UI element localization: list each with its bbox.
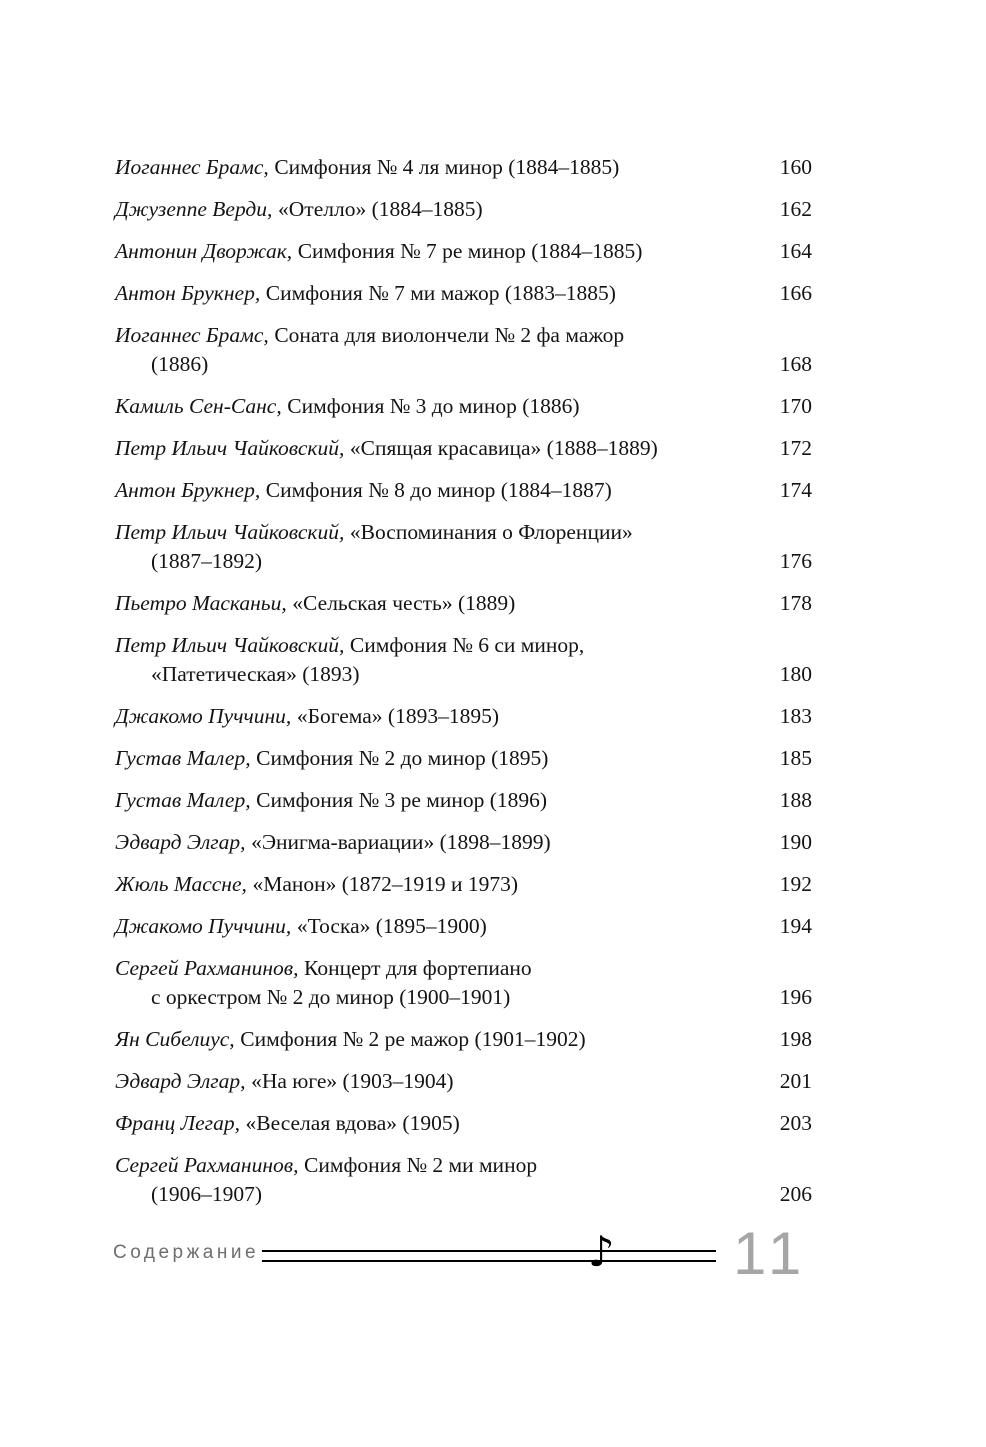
entry-title — [115, 589, 515, 618]
entry-work: «На юге» (1903–1904) — [251, 1069, 454, 1093]
entry-composer: Ян Сибелиус, — [115, 1027, 235, 1051]
entry-work: Симфония № 2 до минор (1895) — [256, 746, 549, 770]
entry-composer: Петр Ильич Чайковский, — [115, 520, 345, 544]
toc-entry — [115, 476, 812, 505]
entry-line1 — [115, 1025, 586, 1054]
toc-entry — [115, 912, 812, 941]
entry-title — [115, 237, 642, 266]
entry-title — [115, 153, 619, 182]
entry-title — [115, 702, 499, 731]
entry-work: Симфония № 2 ре мажор (1901–1902) — [240, 1027, 586, 1051]
entry-work: Симфония № 4 ля минор (1884–1885) — [274, 155, 620, 179]
toc-entry — [115, 744, 812, 773]
toc-entry — [115, 1151, 812, 1209]
entry-composer: Иоганнес Брамс, — [115, 155, 269, 179]
staff-line — [262, 1260, 716, 1262]
entry-page-number: 172 — [779, 436, 812, 460]
entry-continuation: с оркестром № 2 до минор (1900–1901) — [151, 985, 511, 1009]
entry-line1 — [115, 476, 612, 505]
entry-line1 — [115, 279, 616, 308]
entry-composer: Франц Легар, — [115, 1111, 240, 1135]
entry-page-number: 196 — [779, 985, 812, 1009]
toc-entry — [115, 954, 812, 1012]
toc-entry — [115, 589, 812, 618]
entry-page-number: 194 — [779, 914, 812, 938]
entry-composer: Камиль Сен-Санс, — [115, 394, 282, 418]
entry-title — [115, 195, 483, 224]
toc-entry — [115, 702, 812, 731]
toc-entry — [115, 1025, 812, 1054]
entry-work: «Богема» (1893–1895) — [296, 704, 499, 728]
entry-title — [115, 744, 548, 773]
entry-page-number: 160 — [779, 155, 812, 179]
entry-continuation: «Патетическая» (1893) — [151, 662, 360, 686]
entry-line1 — [115, 631, 584, 660]
entry-continuation: (1887–1892) — [151, 549, 263, 573]
entry-line1 — [115, 828, 551, 857]
entry-page-number: 164 — [779, 239, 812, 263]
entry-title — [115, 279, 616, 308]
entry-composer: Жюль Массне, — [115, 872, 247, 896]
entry-work: Соната для виолончели № 2 фа мажор — [274, 323, 625, 347]
entry-title — [115, 1025, 586, 1054]
entry-composer: Пьетро Масканьи, — [115, 591, 287, 615]
entry-page-number: 192 — [779, 872, 812, 896]
entry-composer: Джакомо Пуччини, — [115, 704, 292, 728]
entry-title — [115, 518, 633, 576]
entry-work: Симфония № 2 ми минор — [304, 1153, 538, 1177]
entry-work: Симфония № 6 си минор, — [349, 633, 585, 657]
entry-composer: Антонин Дворжак, — [115, 239, 293, 263]
entry-composer: Петр Ильич Чайковский, — [115, 633, 345, 657]
toc-entry — [115, 392, 812, 421]
entry-page-number: 174 — [779, 478, 812, 502]
entry-line1 — [115, 1067, 454, 1096]
entry-title — [115, 321, 624, 379]
entry-title — [115, 786, 547, 815]
section-label: Содержание — [113, 1242, 260, 1263]
entry-page-number: 198 — [779, 1027, 812, 1051]
entry-page-number: 162 — [779, 197, 812, 221]
entry-work: Симфония № 3 до минор (1886) — [287, 394, 580, 418]
entry-page-number: 206 — [779, 1182, 812, 1206]
entry-composer: Иоганнес Брамс, — [115, 323, 269, 347]
entry-composer: Петр Ильич Чайковский, — [115, 436, 345, 460]
entry-title — [115, 828, 551, 857]
entry-work: Симфония № 7 ми мажор (1883–1885) — [265, 281, 616, 305]
entry-work: Концерт для фортепиано — [304, 956, 532, 980]
entry-composer: Антон Брукнер, — [115, 478, 261, 502]
entry-line1 — [115, 153, 619, 182]
toc-entry — [115, 1067, 812, 1096]
entry-line1 — [115, 195, 483, 224]
entry-line1 — [115, 786, 547, 815]
toc-entry — [115, 153, 812, 182]
toc-entry — [115, 321, 812, 379]
entry-composer: Сергей Рахманинов, — [115, 956, 299, 980]
page-number: 11 — [733, 1220, 808, 1287]
entry-work: «Веселая вдова» (1905) — [245, 1111, 460, 1135]
entry-composer: Джузеппе Верди, — [115, 197, 273, 221]
entry-page-number: 170 — [779, 394, 812, 418]
entry-work: Симфония № 3 ре минор (1896) — [256, 788, 548, 812]
entry-line1 — [115, 744, 548, 773]
entry-line1 — [115, 954, 532, 983]
entry-work: «Тоска» (1895–1900) — [296, 914, 487, 938]
entry-work: «Спящая красавица» (1888–1889) — [349, 436, 658, 460]
entry-composer: Сергей Рахманинов, — [115, 1153, 299, 1177]
toc-list — [115, 153, 812, 1222]
entry-work: Симфония № 8 до минор (1884–1887) — [265, 478, 612, 502]
entry-title — [115, 1151, 537, 1209]
entry-page-number: 166 — [779, 281, 812, 305]
entry-continuation: (1886) — [151, 352, 209, 376]
toc-entry — [115, 279, 812, 308]
entry-work: «Отелло» (1884–1885) — [278, 197, 483, 221]
entry-composer: Джакомо Пуччини, — [115, 914, 292, 938]
toc-entry — [115, 518, 812, 576]
entry-title — [115, 870, 518, 899]
toc-entry — [115, 237, 812, 266]
entry-title — [115, 631, 584, 689]
entry-page-number: 183 — [779, 704, 812, 728]
entry-composer: Густав Малер, — [115, 746, 251, 770]
entry-continuation: (1906–1907) — [151, 1182, 263, 1206]
entry-line1 — [115, 912, 487, 941]
entry-line1 — [115, 702, 499, 731]
toc-entry — [115, 434, 812, 463]
eighth-note-icon: ♪ — [588, 1227, 615, 1276]
entry-page-number: 201 — [779, 1069, 812, 1093]
entry-work: «Энигма-вариации» (1898–1899) — [251, 830, 551, 854]
staff-line — [262, 1250, 716, 1252]
toc-entry — [115, 631, 812, 689]
toc-entry — [115, 1109, 812, 1138]
entry-page-number: 188 — [779, 788, 812, 812]
entry-line1 — [115, 518, 633, 547]
entry-page-number: 180 — [779, 662, 812, 686]
entry-work: «Воспоминания о Флоренции» — [349, 520, 633, 544]
entry-line1 — [115, 434, 658, 463]
entry-composer: Эдвард Элгар, — [115, 830, 246, 854]
entry-page-number: 168 — [779, 352, 812, 376]
entry-title — [115, 1067, 454, 1096]
toc-entry — [115, 870, 812, 899]
entry-line1 — [115, 321, 624, 350]
entry-page-number: 203 — [779, 1111, 812, 1135]
entry-composer: Антон Брукнер, — [115, 281, 261, 305]
entry-title — [115, 392, 580, 421]
entry-page-number: 190 — [779, 830, 812, 854]
toc-entry — [115, 195, 812, 224]
entry-title — [115, 476, 612, 505]
entry-title — [115, 912, 487, 941]
entry-page-number: 185 — [779, 746, 812, 770]
staff-lines — [262, 1250, 716, 1262]
entry-title — [115, 1109, 460, 1138]
entry-title — [115, 954, 532, 1012]
entry-line1 — [115, 392, 580, 421]
entry-composer: Густав Малер, — [115, 788, 251, 812]
entry-composer: Эдвард Элгар, — [115, 1069, 246, 1093]
entry-work: «Манон» (1872–1919 и 1973) — [252, 872, 519, 896]
entry-page-number: 178 — [779, 591, 812, 615]
entry-page-number: 176 — [779, 549, 812, 573]
entry-line1 — [115, 1151, 537, 1180]
entry-line1 — [115, 1109, 460, 1138]
entry-title — [115, 434, 658, 463]
entry-line1 — [115, 237, 642, 266]
entry-line1 — [115, 870, 518, 899]
toc-entry — [115, 786, 812, 815]
entry-work: Симфония № 7 ре минор (1884–1885) — [297, 239, 643, 263]
toc-entry — [115, 828, 812, 857]
entry-line1 — [115, 589, 515, 618]
entry-work: «Сельская честь» (1889) — [292, 591, 516, 615]
